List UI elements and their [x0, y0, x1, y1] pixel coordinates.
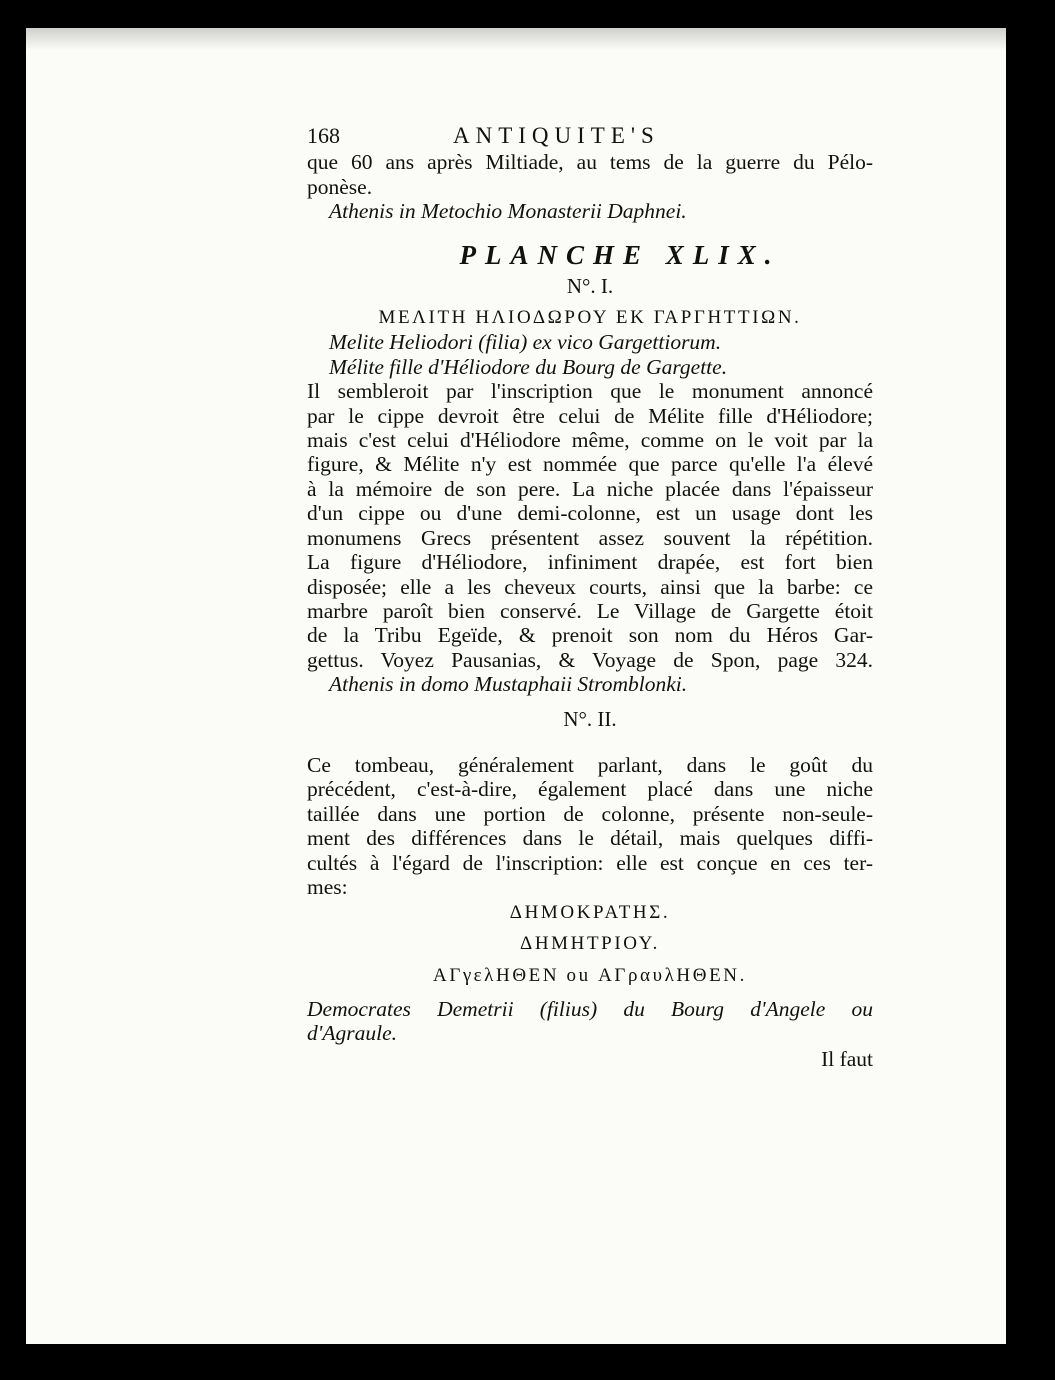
body-line: marbre paroît bien conservé. Le Village de Gargette étoit [307, 598, 873, 623]
section1-heading: N°. I. [566, 273, 614, 298]
body-line: par le cippe devroit être celui de Mélite fille d'Héliodore; [307, 403, 873, 428]
translation-line: Democrates Demetrii (filius) du Bourg d'Angele ou [307, 996, 873, 1021]
body-line: gettus. Voyez Pausanias, & Voyage de Spon, page 324. [307, 647, 873, 672]
greek-name-line: ΔΗΜΟΚΡΑΤΗΣ. [509, 902, 671, 924]
body-line: Ce tombeau, généralement parlant, dans le goût du [307, 752, 873, 777]
body-line: Il sembleroit par l'inscription que le monument annoncé [307, 379, 873, 404]
text-column [307, 124, 873, 1072]
body-line: de la Tribu Egeïde, & prenoit son nom du Héros Gar- [307, 623, 873, 648]
french-translation: Mélite fille d'Héliodore du Bourg de Gargette. [329, 354, 728, 379]
body-line: mais c'est celui d'Héliodore même, comme on le voit par la [307, 428, 873, 453]
latin-translation: Melite Heliodori (filia) ex vico Gargettiorum. [329, 330, 722, 355]
body-line: figure, & Mélite n'y est nommée que parce qu'elle l'a élevé [307, 452, 873, 477]
body-line: ment des différences dans le détail, mais quelques diffi- [307, 826, 873, 851]
plate-title: PLANCHE XLIX. [459, 239, 781, 270]
body-line: disposée; elle a les cheveux courts, ainsi que la barbe: ce [307, 574, 873, 599]
running-title: ANTIQUITE'S [453, 123, 660, 148]
body-line: à la mémoire de son pere. La niche placée dans l'épaisseur [307, 476, 873, 501]
section2-heading: N°. II. [563, 706, 617, 731]
body-line: La figure d'Héliodore, infiniment drapée, est fort bien [307, 550, 873, 575]
greek-name-line: ΔΗΜΗΤΡΙΟΥ. [520, 932, 660, 954]
greek-inscription: ΜΕΛΙΤΗ ΗΛΙΟΔΩΡΟΥ ΕΚ ΓΑΡΓΗΤΤΙΩΝ. [378, 307, 802, 329]
catchword: Il faut [821, 1047, 873, 1072]
running-header [307, 124, 873, 148]
body-line: taillée dans une portion de colonne, présente non-seule- [307, 801, 873, 826]
body-line: monumens Grecs présentent assez souvent la répétition. [307, 525, 873, 550]
greek-name-line: ΑΓγελΗΘΕΝ ou ΑΓραυλΗΘΕΝ. [433, 965, 747, 987]
body-line: mes: [307, 874, 348, 899]
body-line: précédent, c'est-à-dire, également placé dans une niche [307, 777, 873, 802]
section1-location: Athenis in domo Mustaphaii Stromblonki. [329, 672, 688, 697]
intro-location: Athenis in Metochio Monasterii Daphnei. [329, 199, 687, 224]
page-shadow [26, 28, 1006, 50]
intro-line: ponèse. [307, 174, 373, 199]
translation-line: d'Agraule. [307, 1021, 397, 1045]
intro-line: que 60 ans après Miltiade, au tems de la guerre du Pélo- [307, 150, 873, 175]
body-line: d'un cippe ou d'une demi-colonne, est un usage dont les [307, 501, 873, 526]
page-number: 168 [307, 123, 340, 148]
body-line: cultés à l'égard de l'inscription: elle est conçue en ces ter- [307, 850, 873, 875]
